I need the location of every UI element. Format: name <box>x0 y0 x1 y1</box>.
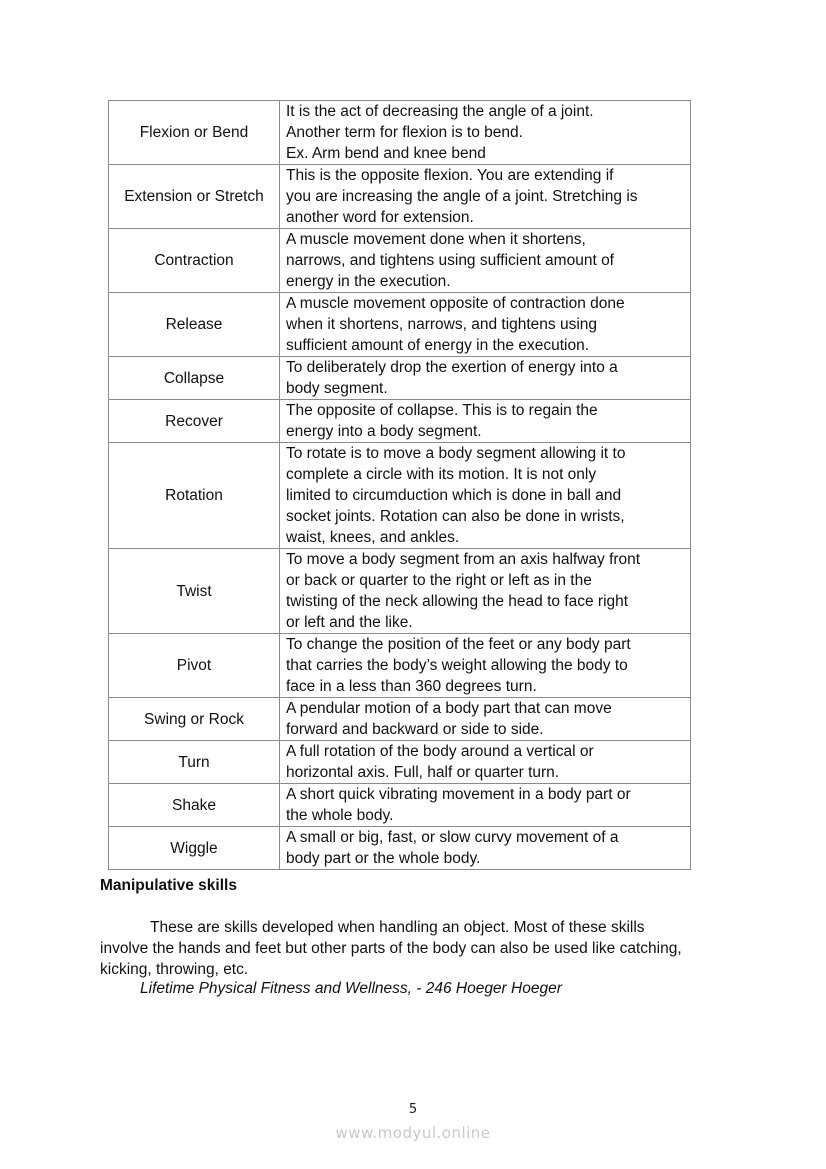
table-row <box>109 229 691 293</box>
description-line: waist, knees, and ankles. <box>286 529 460 546</box>
description-line: body part or the whole body. <box>286 850 481 867</box>
description-cell <box>280 357 691 400</box>
description-line: forward and backward or side to side. <box>286 721 544 738</box>
description-line: A muscle movement done when it shortens, <box>286 231 586 248</box>
description-line: A small or big, fast, or slow curvy movement of a <box>286 829 619 846</box>
term-cell: Turn <box>109 741 280 784</box>
table-row <box>109 741 691 784</box>
description-cell <box>280 549 691 634</box>
term-cell: Contraction <box>109 229 280 293</box>
description-line: when it shortens, narrows, and tightens using <box>286 316 598 333</box>
description-line: you are increasing the angle of a joint. Stretching is <box>286 188 638 205</box>
description-line: A muscle movement opposite of contraction done <box>286 295 625 312</box>
term-cell: Pivot <box>109 634 280 698</box>
description-line: energy in the execution. <box>286 273 451 290</box>
term-cell: Swing or Rock <box>109 698 280 741</box>
description-line: the whole body. <box>286 807 394 824</box>
description-line: complete a circle with its motion. It is not only <box>286 466 597 483</box>
description-line: This is the opposite flexion. You are extending if <box>286 167 614 184</box>
term-cell: Shake <box>109 784 280 827</box>
table-row <box>109 357 691 400</box>
term-cell: Collapse <box>109 357 280 400</box>
table-row <box>109 698 691 741</box>
description-line: twisting of the neck allowing the head to face right <box>286 593 629 610</box>
table-row <box>109 293 691 357</box>
paragraph-line: kicking, throwing, etc. <box>100 961 249 978</box>
section-heading: Manipulative skills <box>100 877 237 894</box>
section-paragraph <box>100 917 740 980</box>
description-line: The opposite of collapse. This is to regain the <box>286 402 598 419</box>
page-number: 5 <box>408 1102 418 1117</box>
description-line: energy into a body segment. <box>286 423 482 440</box>
description-line: limited to circumduction which is done in ball and <box>286 487 622 504</box>
description-cell <box>280 443 691 549</box>
watermark[interactable]: www.modyul.online <box>335 1124 491 1142</box>
paragraph-line: These are skills developed when handling an object. Most of these skills <box>150 919 645 936</box>
table-row <box>109 784 691 827</box>
description-line: A full rotation of the body around a vertical or <box>286 743 594 760</box>
description-cell <box>280 400 691 443</box>
term-cell: Release <box>109 293 280 357</box>
description-cell <box>280 165 691 229</box>
table-row <box>109 165 691 229</box>
description-cell <box>280 293 691 357</box>
term-cell: Recover <box>109 400 280 443</box>
description-line: A short quick vibrating movement in a body part or <box>286 786 631 803</box>
description-line: body segment. <box>286 380 388 397</box>
description-cell <box>280 101 691 165</box>
citation: Lifetime Physical Fitness and Wellness, - 246 Hoeger Hoeger <box>140 980 562 997</box>
description-cell <box>280 741 691 784</box>
term-cell: Twist <box>109 549 280 634</box>
term-cell: Wiggle <box>109 827 280 870</box>
table-row <box>109 101 691 165</box>
table-row <box>109 634 691 698</box>
term-cell: Rotation <box>109 443 280 549</box>
description-line: To deliberately drop the exertion of energy into a <box>286 359 618 376</box>
description-line: or left and the like. <box>286 614 413 631</box>
description-cell <box>280 784 691 827</box>
description-cell <box>280 698 691 741</box>
description-line: narrows, and tightens using sufficient amount of <box>286 252 614 269</box>
table-row <box>109 443 691 549</box>
table-row <box>109 827 691 870</box>
table-body <box>109 101 691 870</box>
description-line: Another term for flexion is to bend. <box>286 124 523 141</box>
description-line: sufficient amount of energy in the execution. <box>286 337 590 354</box>
description-line: another word for extension. <box>286 209 474 226</box>
description-cell <box>280 827 691 870</box>
paragraph-line: involve the hands and feet but other parts of the body can also be used like catching, <box>100 940 682 957</box>
term-cell: Extension or Stretch <box>109 165 280 229</box>
movement-terms-table <box>108 100 691 870</box>
table-row <box>109 549 691 634</box>
description-line: To change the position of the feet or any body part <box>286 636 631 653</box>
table-row <box>109 400 691 443</box>
description-line: Ex. Arm bend and knee bend <box>286 145 486 162</box>
description-line: face in a less than 360 degrees turn. <box>286 678 537 695</box>
description-line: socket joints. Rotation can also be done in wrists, <box>286 508 625 525</box>
description-cell <box>280 634 691 698</box>
description-line: It is the act of decreasing the angle of a joint. <box>286 103 594 120</box>
description-line: that carries the body’s weight allowing the body to <box>286 657 628 674</box>
description-line: To rotate is to move a body segment allowing it to <box>286 445 626 462</box>
description-line: A pendular motion of a body part that can move <box>286 700 612 717</box>
description-line: or back or quarter to the right or left as in the <box>286 572 592 589</box>
description-line: To move a body segment from an axis halfway front <box>286 551 641 568</box>
term-cell: Flexion or Bend <box>109 101 280 165</box>
description-line: horizontal axis. Full, half or quarter turn. <box>286 764 560 781</box>
description-cell <box>280 229 691 293</box>
